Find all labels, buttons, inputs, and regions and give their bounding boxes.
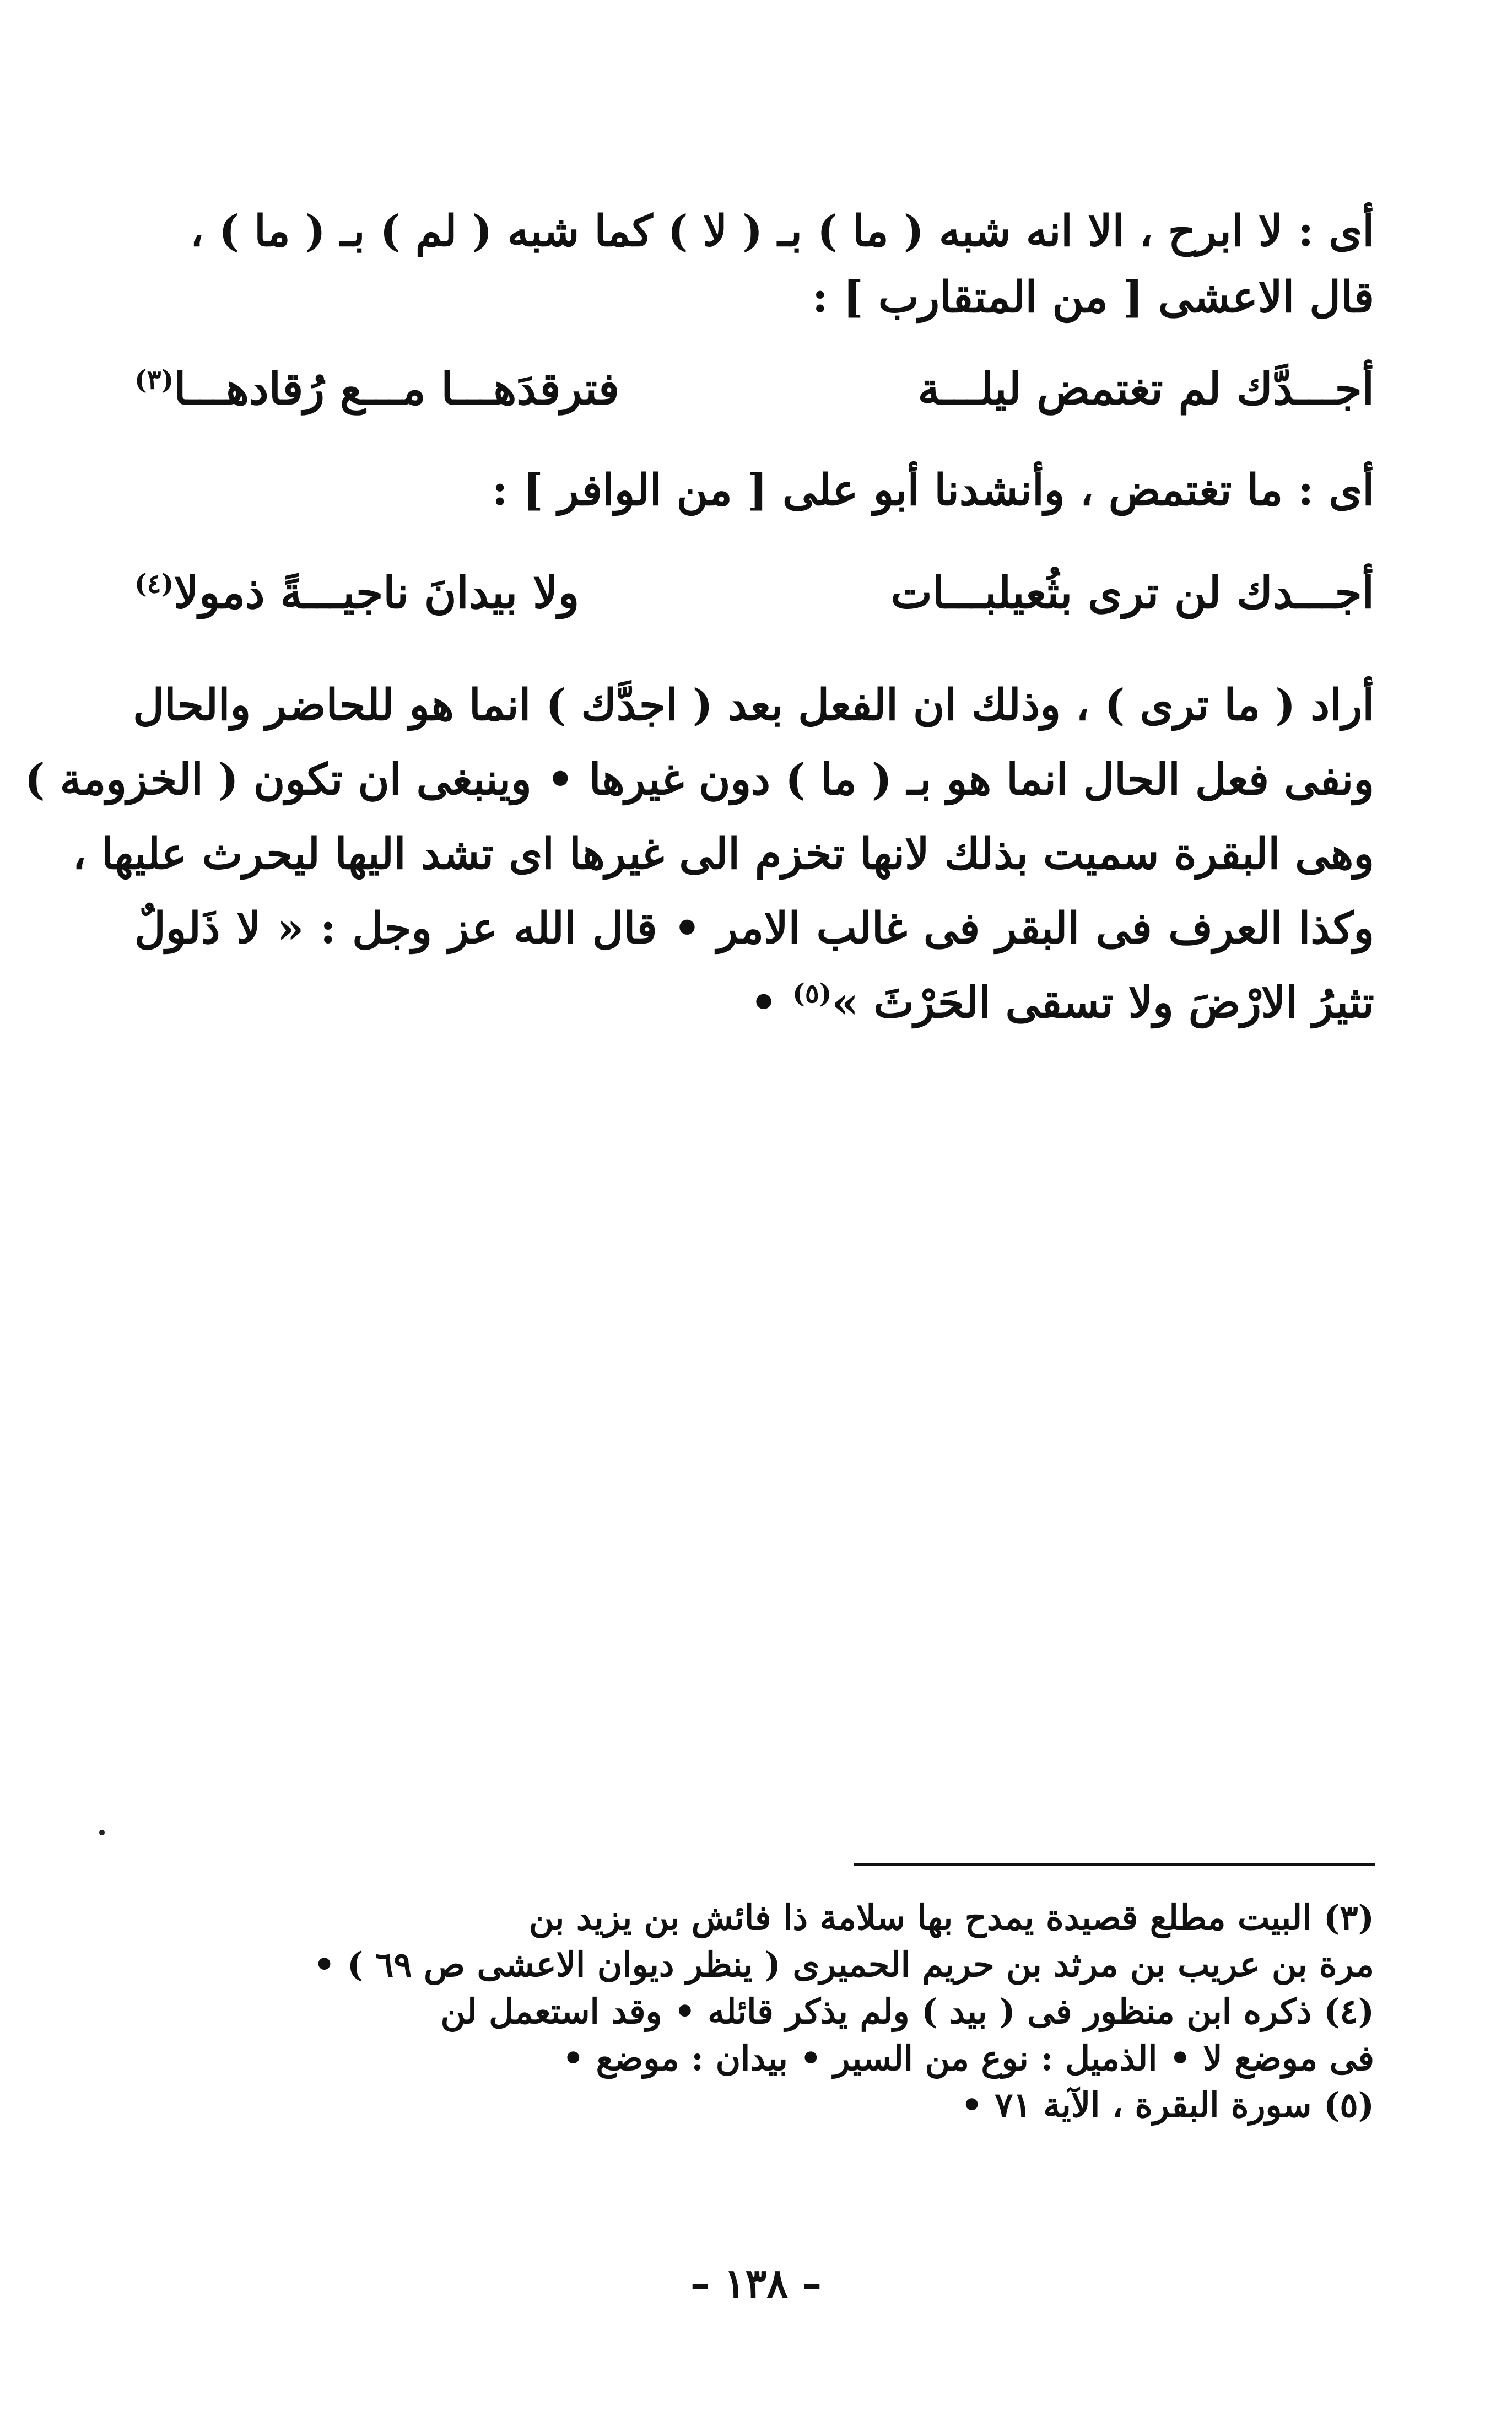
verse-2: [134, 557, 1374, 628]
verse-2-second-hemistich-wrap: [134, 557, 579, 628]
footnote-line-1: (٣) البيت مطلع قصيدة يمدح بها سلامة ذا فائش بن يزيد بن: [528, 1898, 1374, 1938]
footnote-ref-3: (٣): [134, 364, 174, 396]
verse-1-second-hemistich: فترقدَهـــا مـــع رُقادهـــا: [174, 363, 620, 414]
verse-2-second-hemistich: ولا بيدانَ ناجيـــةً ذمولا: [174, 567, 580, 618]
footnote-line-5: (٥) سورة البقرة ، الآية ٧١ •: [960, 2085, 1374, 2125]
paragraph-line-1: أراد ( ما ترى ) ، وذلك ان الفعل بعد ( اجدَّك ) انما هو للحاضر والحال: [133, 680, 1374, 730]
footnote-rule: [854, 1863, 1375, 1866]
body-line-1: أى : لا ابرح ، الا انه شبه ( ما ) بـ ( لا ) كما شبه ( لم ) بـ ( ما ) ،: [190, 206, 1374, 256]
verse-1: [134, 353, 1374, 424]
paragraph-line-4: وكذا العرف فى البقر فى غالب الامر • قال الله عز وجل : « لا ذَلولٌ: [134, 903, 1374, 953]
footnote-line-4: فى موضع لا • الذميل : نوع من السير • بيدان : موضع •: [562, 2038, 1374, 2078]
footnote-line-2: مرة بن عريب بن مرثد بن حريم الحميرى ( ينظر ديوان الاعشى ص ٦٩ ) •: [313, 1944, 1374, 1985]
footnote-line-3: (٤) ذكره ابن منظور فى ( بيد ) ولم يذكر قائله • وقد استعمل لن: [440, 1991, 1374, 2031]
verse-1-second-hemistich-wrap: [134, 353, 619, 424]
paragraph-line-3: وهى البقرة سميت بذلك لانها تخزم الى غيرها اى تشد اليها ليحرث عليها ،: [72, 829, 1374, 879]
paragraph-line-2: ونفى فعل الحال انما هو بـ ( ما ) دون غيرها • وينبغى ان تكون ( الخزومة ): [24, 754, 1374, 805]
footnote-ref-5: (٥): [792, 978, 832, 1009]
verse-1-first-hemistich: أجـــدَّك لم تغتمض ليلـــة: [917, 363, 1374, 414]
footnote-ref-4: (٤): [134, 568, 174, 600]
body-line-3: أى : ما تغتمض ، وأنشدنا أبو على [ من الوافر ] :: [492, 465, 1374, 515]
body-line-2: قال الاعشى [ من المتقارب ] :: [812, 272, 1374, 322]
quran-quote-end: تثيرُ الارْضَ ولا تسقى الحَرْثَ »: [831, 978, 1374, 1028]
page-number: – ١٣٨ –: [690, 2260, 822, 2306]
paragraph-line-5: [134, 970, 1374, 1036]
verse-2-first-hemistich: أجـــدك لن ترى بثُعيلبـــات: [890, 567, 1374, 618]
print-speck: [99, 1830, 105, 1835]
sentence-end-mark: •: [750, 978, 793, 1028]
